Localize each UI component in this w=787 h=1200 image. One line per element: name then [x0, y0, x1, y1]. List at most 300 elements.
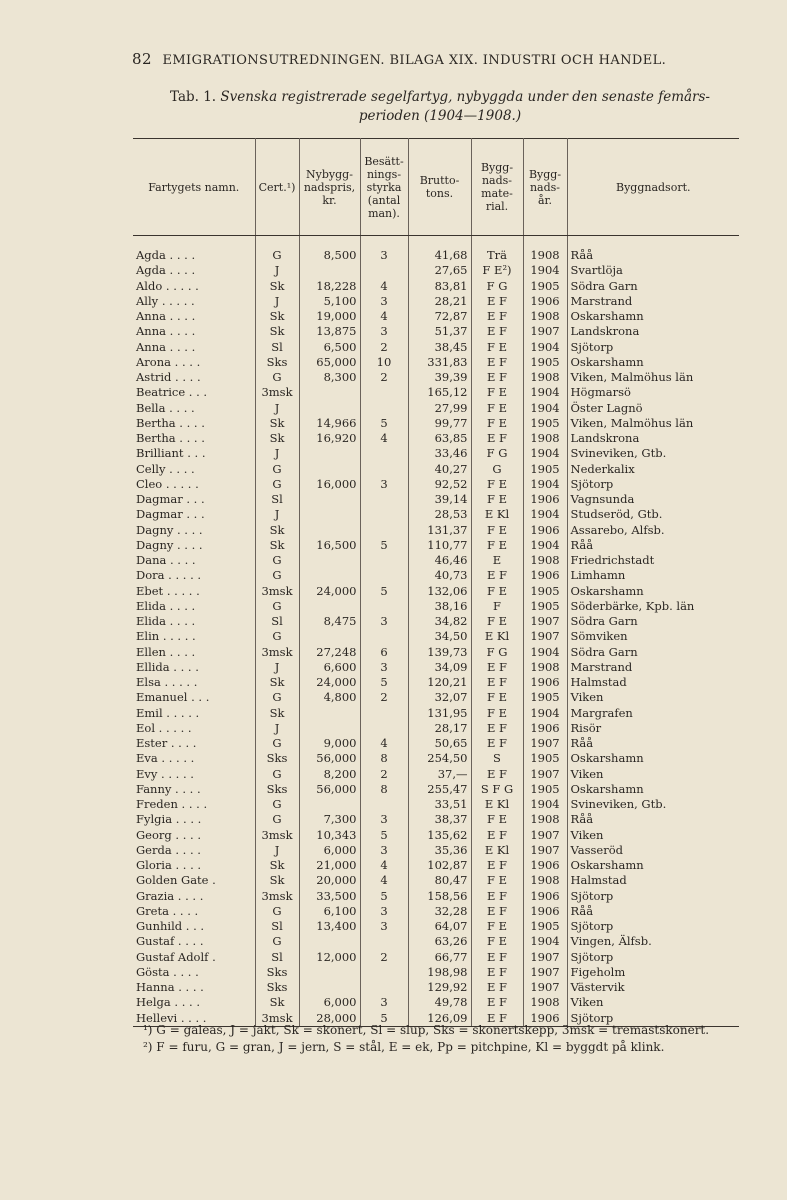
build-material: F G [471, 645, 523, 660]
build-price [299, 385, 360, 400]
build-year: 1907 [523, 629, 567, 644]
table-label: Tab. 1. [169, 89, 217, 105]
certificate-type: 3msk [255, 584, 299, 599]
build-material: E F [471, 1011, 523, 1027]
build-place: Marstrand [570, 659, 633, 674]
crew-size [360, 492, 408, 507]
table-row [133, 980, 739, 995]
ship-name: Bertha . . . . [133, 431, 255, 446]
table-row [133, 995, 739, 1010]
table-row [133, 934, 739, 949]
ship-name: Gustaf Adolf . [133, 950, 255, 965]
ship-name: Anna . . . . [133, 309, 255, 324]
ship-name: Gunhild . . . [133, 919, 255, 934]
table-title-line1: Svenska registrerade segelfartyg, nybyggda under den senaste femårs- [220, 89, 710, 105]
ship-name: Dagmar . . . [133, 507, 255, 522]
build-material: F E [471, 614, 523, 629]
build-material: F E [471, 690, 523, 705]
certificate-type: Sks [255, 965, 299, 980]
certificate-type: G [255, 690, 299, 705]
ship-name: Eol . . . . . [133, 721, 255, 736]
build-place: Nederkalix [570, 461, 635, 476]
build-price: 56,000 [299, 782, 360, 797]
build-price: 20,000 [299, 873, 360, 888]
build-year: 1906 [523, 294, 567, 309]
gross-tons: 28,21 [408, 294, 471, 309]
crew-size [360, 797, 408, 812]
ship-name: Celly . . . . [133, 462, 255, 477]
ship-name: Arona . . . . [133, 355, 255, 370]
build-year: 1906 [523, 523, 567, 538]
build-place: Svineviken, Gtb. [570, 797, 667, 811]
ship-name: Dana . . . . [133, 553, 255, 568]
build-year: 1907 [523, 980, 567, 995]
build-year: 1905 [523, 355, 567, 370]
build-material: E Kl [471, 843, 523, 858]
ship-name: Georg . . . . [133, 828, 255, 843]
build-price: 8,500 [299, 236, 360, 264]
build-place: Råå [570, 537, 594, 552]
gross-tons: 63,85 [408, 431, 471, 446]
table-row [133, 568, 739, 583]
ship-name: Bertha . . . . [133, 416, 255, 431]
crew-size: 3 [360, 812, 408, 827]
build-price: 24,000 [299, 675, 360, 690]
table-row [133, 965, 739, 980]
ship-name: Brilliant . . . [133, 446, 255, 461]
ship-name: Emanuel . . . [133, 690, 255, 705]
build-price: 24,000 [299, 584, 360, 599]
table-row [133, 706, 739, 721]
build-price: 8,475 [299, 614, 360, 629]
build-material: E F [471, 431, 523, 446]
crew-size [360, 553, 408, 568]
crew-size: 3 [360, 614, 408, 629]
build-year: 1905 [523, 782, 567, 797]
gross-tons: 32,07 [408, 690, 471, 705]
crew-size [360, 629, 408, 644]
table-row [133, 858, 739, 873]
ship-name: Bella . . . . [133, 401, 255, 416]
crew-size [360, 706, 408, 721]
crew-size [360, 263, 408, 278]
build-year: 1908 [523, 995, 567, 1010]
ship-name: Ally . . . . . [133, 294, 255, 309]
gross-tons: 99,77 [408, 416, 471, 431]
build-price: 56,000 [299, 751, 360, 766]
gross-tons: 131,37 [408, 523, 471, 538]
build-material: F G [471, 279, 523, 294]
build-material: E F [471, 980, 523, 995]
gross-tons: 49,78 [408, 995, 471, 1010]
table-row [133, 889, 739, 904]
build-material: F E [471, 584, 523, 599]
certificate-type: G [255, 553, 299, 568]
build-year: 1906 [523, 1011, 567, 1027]
ship-name: Fylgia . . . . [133, 812, 255, 827]
certificate-type: 3msk [255, 889, 299, 904]
gross-tons: 37,— [408, 767, 471, 782]
crew-size: 2 [360, 690, 408, 705]
crew-size: 4 [360, 431, 408, 446]
table-title-line2: perioden (1904—1908.) [358, 108, 522, 124]
build-price [299, 507, 360, 522]
build-year: 1904 [523, 385, 567, 400]
crew-size: 3 [360, 660, 408, 675]
build-material: F E²) [471, 263, 523, 278]
build-place: Marstrand [570, 293, 633, 308]
crew-size [360, 507, 408, 522]
gross-tons: 64,07 [408, 919, 471, 934]
build-material: Trä [471, 236, 523, 264]
ship-name: Helga . . . . [133, 995, 255, 1010]
build-year: 1907 [523, 736, 567, 751]
gross-tons: 46,46 [408, 553, 471, 568]
gross-tons: 135,62 [408, 828, 471, 843]
gross-tons: 165,12 [408, 385, 471, 400]
build-place: Margrafen [570, 705, 633, 720]
table-row [133, 340, 739, 355]
build-place: Råå [570, 248, 594, 262]
gross-tons: 72,87 [408, 309, 471, 324]
table-row [133, 751, 739, 766]
table-row [133, 370, 739, 385]
running-title: EMIGRATIONSUTREDNINGEN. BILAGA XIX. INDUSTRI OCH HANDEL. [162, 53, 667, 68]
crew-size: 3 [360, 324, 408, 339]
table-row [133, 690, 739, 705]
build-material: F E [471, 492, 523, 507]
gross-tons: 34,82 [408, 614, 471, 629]
crew-size: 4 [360, 873, 408, 888]
table-row [133, 507, 739, 522]
build-place: Studseröd, Gtb. [570, 507, 663, 522]
certificate-type: G [255, 797, 299, 812]
build-year: 1908 [523, 660, 567, 675]
certificate-type: J [255, 843, 299, 858]
build-price [299, 462, 360, 477]
certificate-type: Sks [255, 782, 299, 797]
build-year: 1907 [523, 843, 567, 858]
build-place: Halmstad [570, 675, 627, 689]
table-row [133, 324, 739, 339]
build-place: Söderbärke, Kpb. län [570, 598, 695, 613]
gross-tons: 32,28 [408, 904, 471, 919]
build-year: 1907 [523, 965, 567, 980]
build-year: 1907 [523, 614, 567, 629]
build-year: 1907 [523, 828, 567, 843]
table-row [133, 919, 739, 934]
build-material: E F [471, 721, 523, 736]
build-place: Råå [570, 903, 594, 918]
certificate-type: G [255, 599, 299, 614]
ship-name: Elsa . . . . . [133, 675, 255, 690]
build-year: 1907 [523, 324, 567, 339]
gross-tons: 255,47 [408, 782, 471, 797]
certificate-type: G [255, 462, 299, 477]
build-material: S [471, 751, 523, 766]
certificate-type: J [255, 263, 299, 278]
build-place: Sjötorp [570, 919, 614, 933]
build-price: 10,343 [299, 828, 360, 843]
table-row [133, 797, 739, 812]
table-row [133, 462, 739, 477]
build-place: Öster Lagnö [570, 400, 643, 415]
table-row [133, 584, 739, 599]
crew-size: 5 [360, 828, 408, 843]
build-year: 1906 [523, 904, 567, 919]
ship-name: Eva . . . . . [133, 751, 255, 766]
certificate-type: Sk [255, 706, 299, 721]
gross-tons: 83,81 [408, 279, 471, 294]
gross-tons: 39,39 [408, 370, 471, 385]
build-year: 1904 [523, 538, 567, 553]
build-price: 27,248 [299, 645, 360, 660]
crew-size: 8 [360, 751, 408, 766]
build-place: Viken, Malmöhus län [570, 415, 694, 430]
build-material: F G [471, 446, 523, 461]
build-year: 1907 [523, 950, 567, 965]
certificate-type: Sk [255, 873, 299, 888]
crew-size: 3 [360, 919, 408, 934]
build-place: Assarebo, Alfsb. [570, 522, 665, 537]
build-place: Viken [570, 995, 604, 1010]
build-place: Friedrichstadt [570, 553, 655, 567]
build-year: 1908 [523, 370, 567, 385]
ships-table-body [133, 236, 739, 1027]
table-row [133, 950, 739, 965]
certificate-type: 3msk [255, 385, 299, 400]
certificate-type: J [255, 507, 299, 522]
build-place: Råå [570, 736, 594, 750]
footnote-1: ¹) G = galeas, J = jakt, Sk = skonert, Sl = slup, Sks = skonertskepp, 3msk = tremastskonert. [143, 1023, 710, 1037]
build-price [299, 629, 360, 644]
build-price [299, 797, 360, 812]
certificate-type: Sks [255, 355, 299, 370]
build-material: E F [471, 568, 523, 583]
build-material: E F [471, 904, 523, 919]
build-year: 1908 [523, 553, 567, 568]
ship-name: Anna . . . . [133, 324, 255, 339]
build-place: Landskrona [570, 324, 640, 339]
build-place: Viken [570, 766, 604, 781]
table-row [133, 263, 739, 278]
ship-name: Elin . . . . . [133, 629, 255, 644]
build-material: F E [471, 934, 523, 949]
build-price: 9,000 [299, 736, 360, 751]
gross-tons: 27,99 [408, 401, 471, 416]
crew-size [360, 462, 408, 477]
build-place: Landskrona [570, 431, 640, 445]
build-price [299, 980, 360, 995]
build-material: E F [471, 309, 523, 324]
ship-name: Ellen . . . . [133, 645, 255, 660]
build-material: E F [471, 828, 523, 843]
build-place: Vasseröd [570, 842, 623, 857]
build-price [299, 934, 360, 949]
build-price: 28,000 [299, 1011, 360, 1027]
build-price [299, 721, 360, 736]
table-caption [145, 88, 735, 126]
build-place: Sömviken [570, 629, 628, 644]
table-row [133, 416, 739, 431]
build-price: 13,400 [299, 919, 360, 934]
build-material: F E [471, 401, 523, 416]
crew-size [360, 401, 408, 416]
col-header-name: Fartygets namn. [133, 139, 255, 236]
build-year: 1906 [523, 721, 567, 736]
table-row [133, 538, 739, 553]
table-row [133, 614, 739, 629]
col-header-crew: Besätt-nings-styrka (antal man). [360, 139, 408, 236]
table-row [133, 904, 739, 919]
table-row [133, 279, 739, 294]
crew-size: 5 [360, 416, 408, 431]
gross-tons: 38,16 [408, 599, 471, 614]
build-year: 1905 [523, 690, 567, 705]
crew-size: 5 [360, 1011, 408, 1027]
gross-tons: 139,73 [408, 645, 471, 660]
build-place: Limhamn [570, 568, 626, 583]
col-header-year: Bygg-nads-år. [523, 139, 567, 236]
build-price [299, 599, 360, 614]
gross-tons: 38,37 [408, 812, 471, 827]
ship-name: Gloria . . . . [133, 858, 255, 873]
build-place: Oskarshamn [570, 751, 644, 766]
build-place: Södra Garn [570, 644, 638, 659]
gross-tons: 66,77 [408, 950, 471, 965]
build-material: E F [471, 965, 523, 980]
table-row [133, 812, 739, 827]
build-year: 1906 [523, 858, 567, 873]
certificate-type: Sks [255, 751, 299, 766]
ships-table [133, 138, 739, 1027]
build-place: Oskarshamn [570, 781, 644, 796]
gross-tons: 28,53 [408, 507, 471, 522]
table-row [133, 660, 739, 675]
crew-size: 2 [360, 950, 408, 965]
table-row [133, 767, 739, 782]
certificate-type: G [255, 629, 299, 644]
build-year: 1906 [523, 568, 567, 583]
build-price: 14,966 [299, 416, 360, 431]
build-price [299, 706, 360, 721]
certificate-type: J [255, 446, 299, 461]
certificate-type: J [255, 721, 299, 736]
gross-tons: 27,65 [408, 263, 471, 278]
gross-tons: 34,09 [408, 660, 471, 675]
build-price [299, 553, 360, 568]
table-row [133, 446, 739, 461]
certificate-type: G [255, 767, 299, 782]
crew-size: 2 [360, 340, 408, 355]
crew-size [360, 568, 408, 583]
crew-size [360, 721, 408, 736]
crew-size: 5 [360, 675, 408, 690]
table-row [133, 782, 739, 797]
ship-name: Dagmar . . . [133, 492, 255, 507]
gross-tons: 129,92 [408, 980, 471, 995]
ship-name: Astrid . . . . [133, 370, 255, 385]
gross-tons: 158,56 [408, 889, 471, 904]
build-price [299, 263, 360, 278]
build-place: Svineviken, Gtb. [570, 446, 667, 461]
crew-size: 4 [360, 736, 408, 751]
build-year: 1904 [523, 401, 567, 416]
ship-name: Emil . . . . . [133, 706, 255, 721]
table-row [133, 477, 739, 492]
build-material: E F [471, 767, 523, 782]
ship-name: Agda . . . . [133, 263, 255, 278]
build-material: E Kl [471, 507, 523, 522]
build-material: F E [471, 873, 523, 888]
table-row [133, 645, 739, 660]
table-row [133, 873, 739, 888]
certificate-type: Sl [255, 340, 299, 355]
running-header [132, 50, 732, 68]
gross-tons: 33,51 [408, 797, 471, 812]
page-number: 82 [132, 50, 152, 68]
gross-tons: 38,45 [408, 340, 471, 355]
crew-size [360, 446, 408, 461]
build-price: 33,500 [299, 889, 360, 904]
table-row [133, 431, 739, 446]
certificate-type: G [255, 477, 299, 492]
build-place: Oskarshamn [570, 309, 644, 323]
build-price: 8,200 [299, 767, 360, 782]
build-price [299, 965, 360, 980]
crew-size: 10 [360, 355, 408, 370]
ship-name: Hanna . . . . [133, 980, 255, 995]
build-year: 1905 [523, 279, 567, 294]
build-year: 1905 [523, 919, 567, 934]
build-price: 6,000 [299, 995, 360, 1010]
build-material: E F [471, 889, 523, 904]
certificate-type: G [255, 236, 299, 264]
gross-tons: 102,87 [408, 858, 471, 873]
crew-size: 3 [360, 294, 408, 309]
ship-name: Ester . . . . [133, 736, 255, 751]
build-material: F E [471, 812, 523, 827]
table-row [133, 492, 739, 507]
build-material: E F [471, 324, 523, 339]
build-year: 1904 [523, 507, 567, 522]
build-material: E F [471, 995, 523, 1010]
crew-size: 5 [360, 889, 408, 904]
certificate-type: J [255, 401, 299, 416]
build-year: 1904 [523, 340, 567, 355]
build-place: Sjötorp [570, 949, 614, 964]
certificate-type: 3msk [255, 1011, 299, 1027]
build-place: Sjötorp [570, 476, 614, 491]
crew-size: 6 [360, 645, 408, 660]
gross-tons: 132,06 [408, 584, 471, 599]
ship-name: Grazia . . . . [133, 889, 255, 904]
build-price: 12,000 [299, 950, 360, 965]
ship-name: Ebet . . . . . [133, 584, 255, 599]
ship-name: Gösta . . . . [133, 965, 255, 980]
build-price: 6,000 [299, 843, 360, 858]
build-year: 1904 [523, 934, 567, 949]
table-row [133, 599, 739, 614]
crew-size [360, 965, 408, 980]
crew-size: 8 [360, 782, 408, 797]
build-year: 1905 [523, 584, 567, 599]
build-place: Risör [570, 720, 602, 735]
build-place: Sjötorp [570, 339, 614, 354]
build-place: Svartlöja [570, 263, 623, 278]
table-header-row [133, 139, 739, 236]
gross-tons: 110,77 [408, 538, 471, 553]
